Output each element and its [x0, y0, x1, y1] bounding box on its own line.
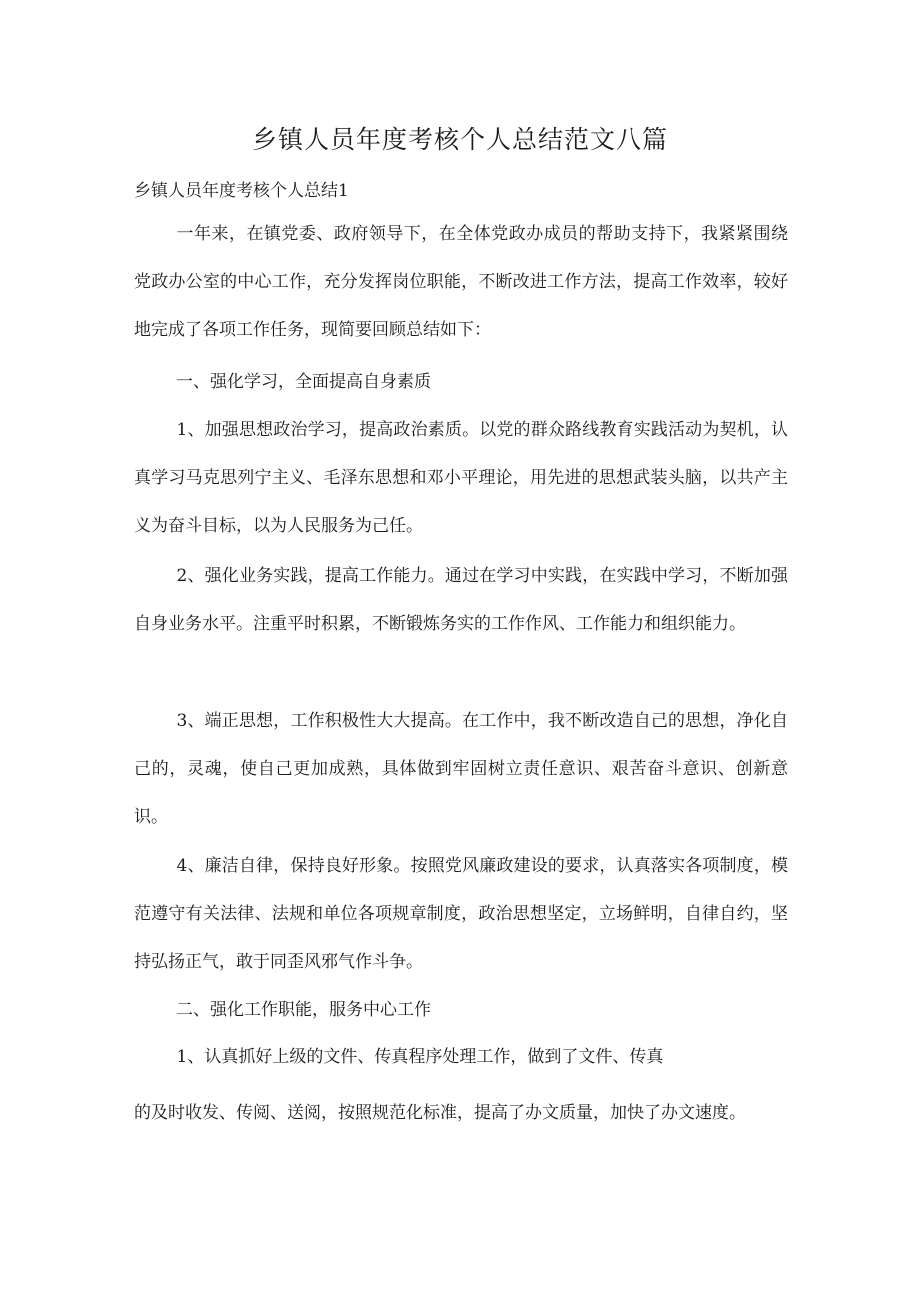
paragraph-item-1-2: 2、强化业务实践，提高工作能力。通过在学习中实践，在实践中学习，不断加强自身业务水平。注重平时积累，不断锻炼务实的工作作风、工作能力和组织能力。: [134, 566, 788, 634]
section-heading-1: 一、强化学习，全面提高自身素质: [176, 372, 431, 392]
section-heading-2: 二、强化工作职能，服务中心工作: [176, 1000, 431, 1020]
paragraph-item-2-1-continued: 的及时收发、传阅、送阅，按照规范化标准，提高了办文质量，加快了办文速度。: [134, 1103, 746, 1123]
intro-paragraph: 一年来，在镇党委、政府领导下，在全体党政办成员的帮助支持下，我紧紧围绕党政办公室的中心工作，充分发挥岗位职能，不断改进工作方法，提高工作效率，较好地完成了各项工作任务，现简要回顾总结如下：: [134, 224, 788, 340]
paragraph-item-1-1: 1、加强思想政治学习，提高政治素质。以党的群众路线教育实践活动为契机，认真学习马克思列宁主义、毛泽东思想和邓小平理论，用先进的思想武装头脑，以共产主义为奋斗目标，以为人民服务为己任。: [134, 420, 788, 536]
paragraph-item-1-3: 3、端正思想，工作积极性大大提高。在工作中，我不断改造自己的思想，净化自己的，灵魂，使自己更加成熟，具体做到牢固树立责任意识、艰苦奋斗意识、创新意识。: [134, 711, 788, 827]
document-title: 乡镇人员年度考核个人总结范文八篇: [251, 125, 668, 154]
paragraph-item-1-4: 4、廉洁自律，保持良好形象。按照党风廉政建设的要求，认真落实各项制度，模范遵守有关法律、法规和单位各项规章制度，政治思想坚定，立场鲜明，自律自约，坚持弘扬正气，敢于同歪风邪气作斗争。: [134, 856, 788, 972]
paragraph-item-2-1: 1、认真抓好上级的文件、传真程序处理工作，做到了文件、传真: [176, 1047, 664, 1067]
document-subtitle: 乡镇人员年度考核个人总结1: [134, 181, 349, 201]
